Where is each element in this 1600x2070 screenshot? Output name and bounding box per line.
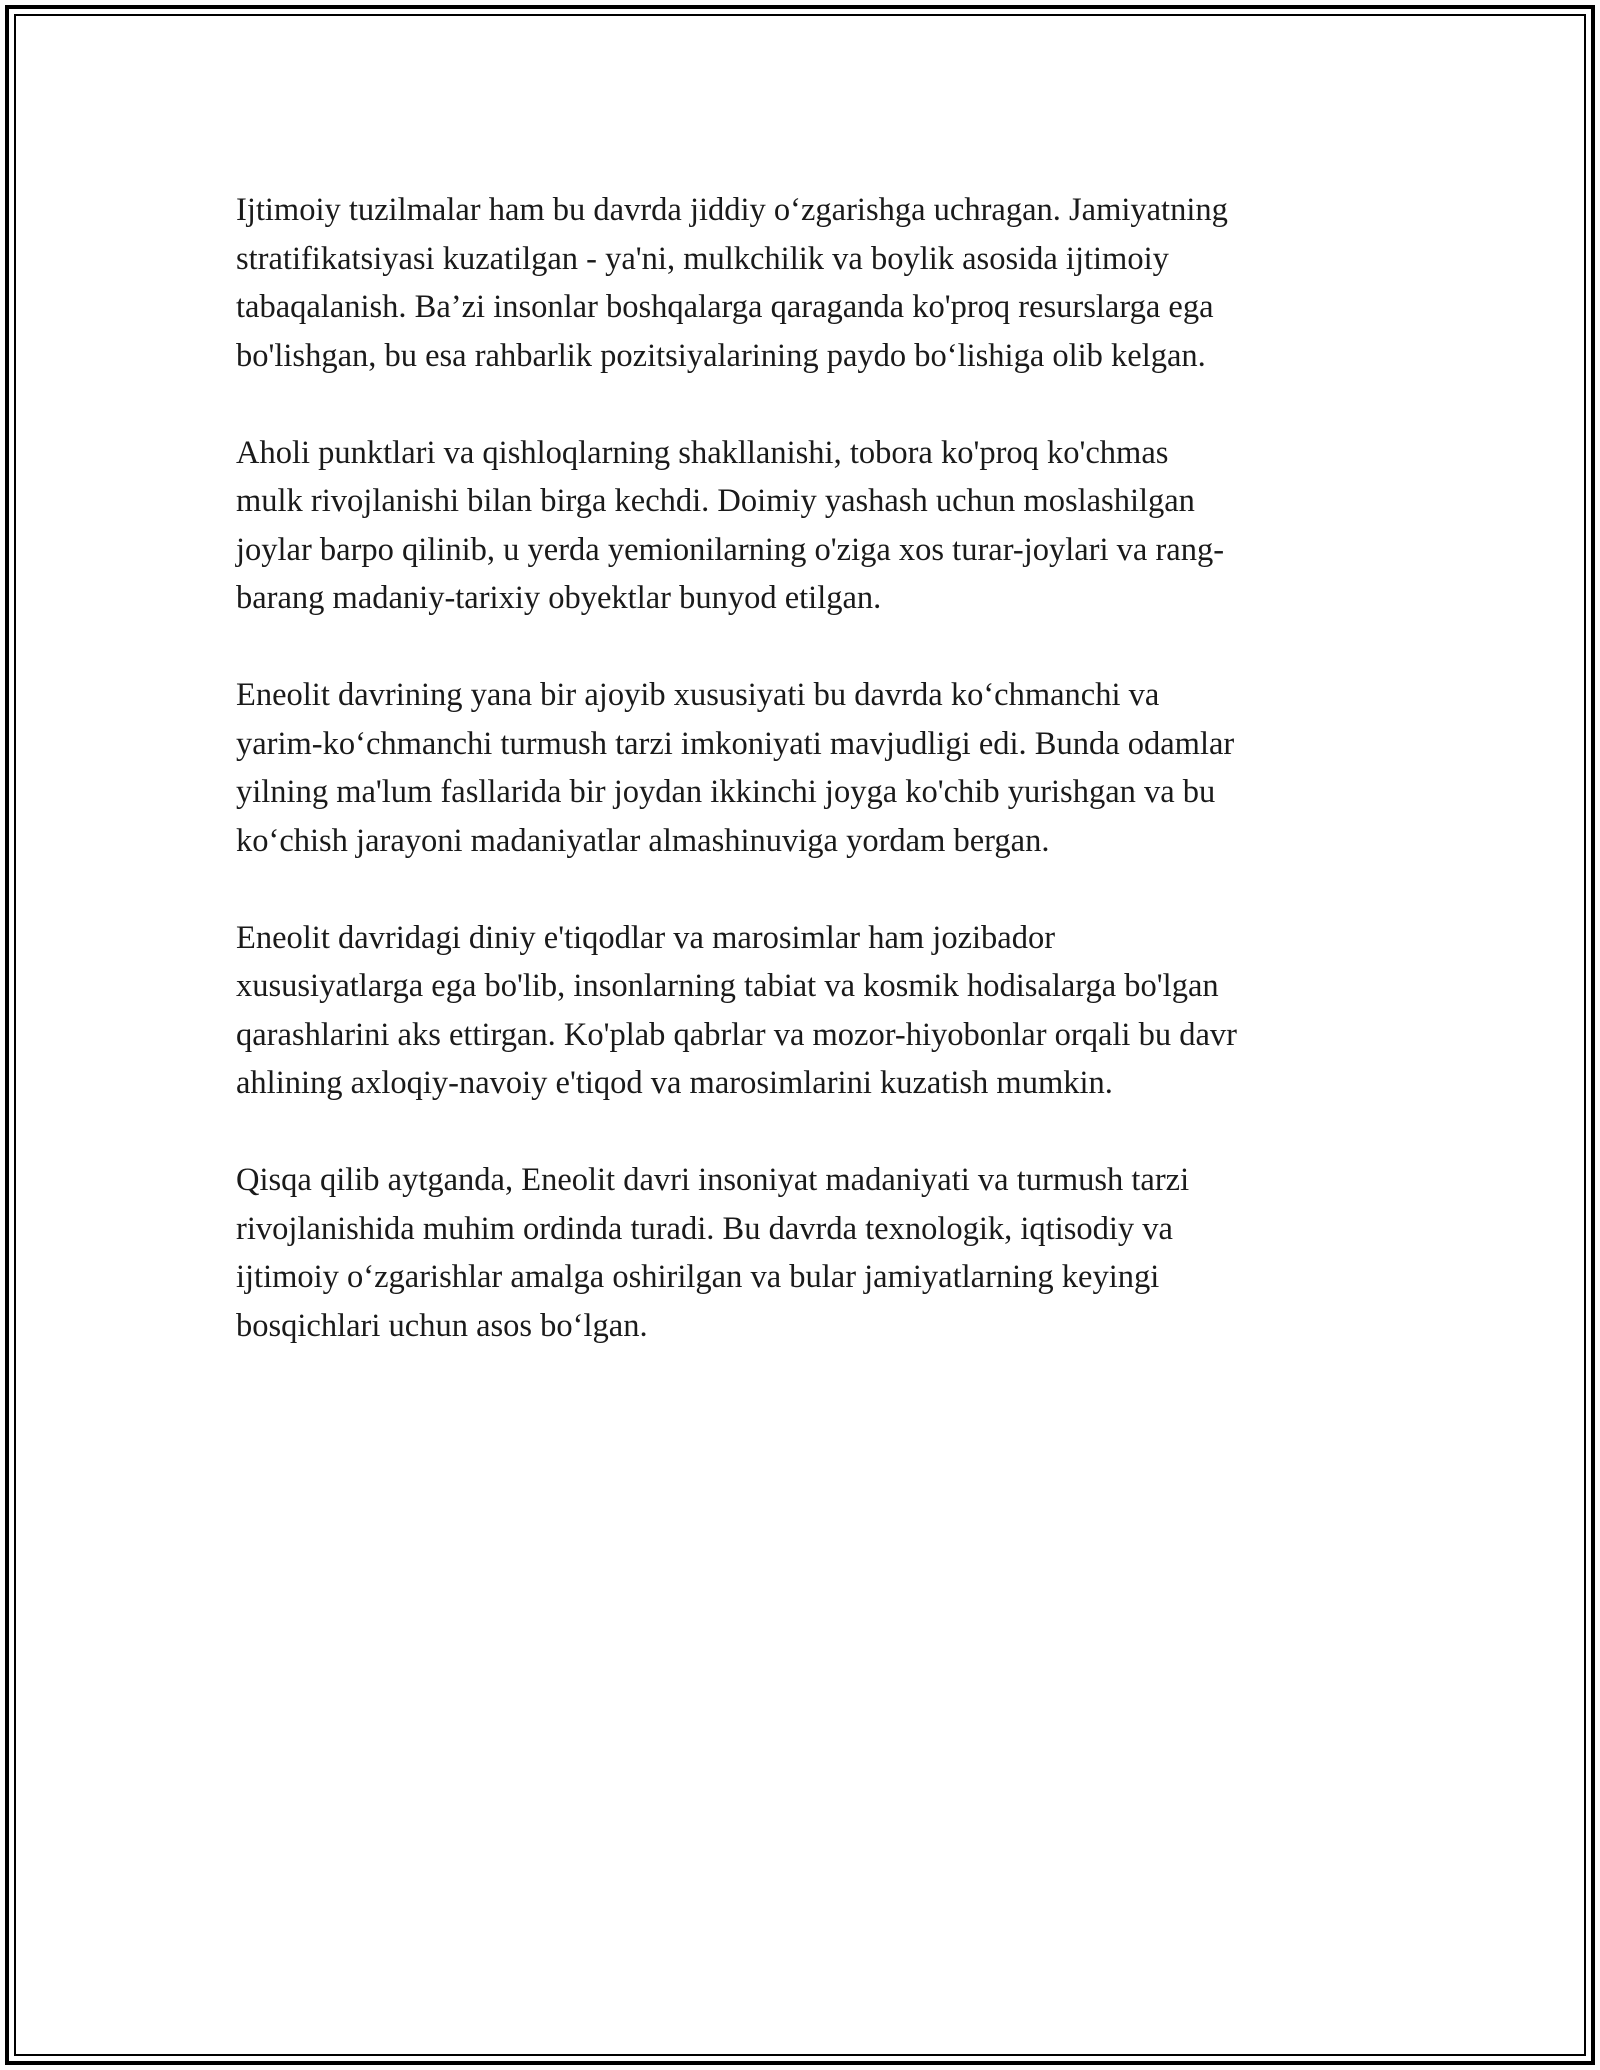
- paragraph-conclusion: Qisqa qilib aytganda, Eneolit davri insoniyat madaniyati va turmush tarzi rivojlanishida muhim ordinda turadi. Bu davrda texnologik, iqtisodiy va ijtimoiy o‘zgarishlar amalga oshirilgan va bular jamiyatlarning keyingi bosqichlari uchun asos bo‘lgan.: [236, 1162, 1190, 1344]
- document-body: [236, 186, 1386, 1399]
- paragraph-settlements: Aholi punktlari va qishloqlarning shakllanishi, tobora ko'proq ko'chmas mulk rivojlanishi bilan birga kechdi. Doimiy yashash uchun moslashilgan joylar barpo qilinib, u yerda yemionilarning o'ziga xos turar-joylari va rang- barang madaniy-tarixiy obyektlar bunyod etilgan.: [236, 434, 1225, 616]
- paragraph-nomadic-lifestyle: Eneolit davrining yana bir ajoyib xususiyati bu davrda ko‘chmanchi va yarim-ko‘chmanchi turmush tarzi imkoniyati mavjudligi edi. Bunda odamlar yilning ma'lum fasllarida bir joydan ikkinchi joyga ko'chib yurishgan va bu ko‘chish jarayoni madaniyatlar almashinuviga yordam bergan.: [236, 677, 1235, 859]
- paragraph-religious-beliefs: Eneolit davridagi diniy e'tiqodlar va marosimlar ham jozibador xususiyatlarga ega bo'lib, insonlarning tabiat va kosmik hodisalarga bo'lgan qarashlarini aks ettirgan. Ko'plab qabrlar va mozor-hiyobonlar orqali bu davr ahlining axloqiy-navoiy e'tiqod va marosimlarini kuzatish mumkin.: [236, 919, 1237, 1101]
- paragraph-social-structures: Ijtimoiy tuzilmalar ham bu davrda jiddiy o‘zgarishga uchragan. Jamiyatning stratifikatsiyasi kuzatilgan - ya'ni, mulkchilik va boylik asosida ijtimoiy tabaqalanish. Ba’zi insonlar boshqalarga qaraganda ko'proq resurslarga ega bo'lishgan, bu esa rahbarlik pozitsiyalarining paydo bo‘lishiga olib kelgan.: [236, 192, 1228, 374]
